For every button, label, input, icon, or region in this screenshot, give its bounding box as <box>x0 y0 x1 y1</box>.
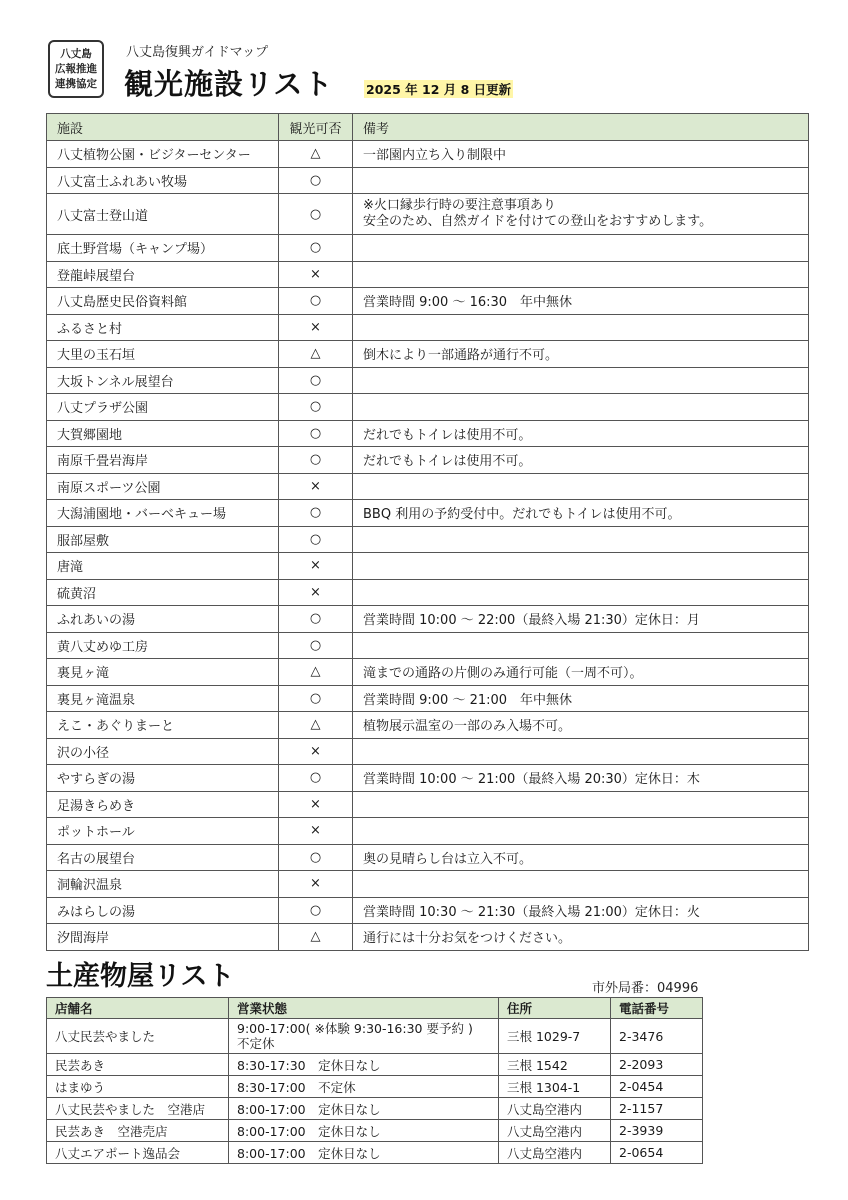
table-row <box>47 394 809 421</box>
facility-name: 沢の小径 <box>47 738 279 765</box>
table-row <box>47 818 809 845</box>
facility-status: △ <box>279 141 353 168</box>
table-row <box>47 288 809 315</box>
facility-status: × <box>279 818 353 845</box>
logo-line: 広報推進 <box>55 62 97 75</box>
facility-status: ○ <box>279 394 353 421</box>
page-title: 観光施設リスト <box>124 67 334 101</box>
facility-note <box>353 738 809 765</box>
facility-name: 足湯きらめき <box>47 791 279 818</box>
shop-address: 八丈島空港内 <box>499 1142 611 1164</box>
column-header-shop: 店舗名 <box>47 998 229 1019</box>
shop-name: 八丈エアポート逸品会 <box>47 1142 229 1164</box>
facility-note <box>353 367 809 394</box>
facility-status: ○ <box>279 632 353 659</box>
facility-note <box>353 473 809 500</box>
facility-status: ○ <box>279 500 353 527</box>
table-row <box>47 235 809 262</box>
facility-status: △ <box>279 341 353 368</box>
shop-phone: 2-3939 <box>611 1120 703 1142</box>
facility-name: 大坂トンネル展望台 <box>47 367 279 394</box>
table-row <box>47 194 809 235</box>
shop-section-title: 土産物屋リスト <box>46 961 235 992</box>
column-header-hours: 営業状態 <box>229 998 499 1019</box>
shop-hours <box>229 1019 499 1054</box>
area-code: 市外局番：04996 <box>592 981 699 996</box>
facility-table <box>46 113 809 951</box>
facility-name: 八丈富士登山道 <box>47 194 279 235</box>
page-subtitle: 八丈島復興ガイドマップ <box>126 45 269 60</box>
facility-status: × <box>279 579 353 606</box>
table-row <box>47 1019 703 1054</box>
shop-address: 三根 1542 <box>499 1054 611 1076</box>
table-row <box>47 1098 703 1120</box>
facility-note <box>353 579 809 606</box>
shop-name: 八丈民芸やました 空港店 <box>47 1098 229 1120</box>
table-row <box>47 341 809 368</box>
facility-status: ○ <box>279 897 353 924</box>
facility-status: × <box>279 314 353 341</box>
note-line: ※火口縁歩行時の要注意事項あり <box>363 198 556 213</box>
facility-note: だれでもトイレは使用不可。 <box>353 447 809 474</box>
facility-name: やすらぎの湯 <box>47 765 279 792</box>
facility-name: 唐滝 <box>47 553 279 580</box>
facility-status: × <box>279 553 353 580</box>
table-row <box>47 685 809 712</box>
facility-name: 裏見ヶ滝 <box>47 659 279 686</box>
facility-note <box>353 167 809 194</box>
facility-status: × <box>279 791 353 818</box>
facility-note: 営業時間 10:00 ～ 21:00（最終入場 20:30）定休日：木 <box>353 765 809 792</box>
shop-name: 民芸あき 空港売店 <box>47 1120 229 1142</box>
shop-phone: 2-2093 <box>611 1054 703 1076</box>
facility-name: 大潟浦園地・バーベキュー場 <box>47 500 279 527</box>
facility-status: ○ <box>279 844 353 871</box>
shop-address: 三根 1029-7 <box>499 1019 611 1054</box>
shop-address: 三根 1304-1 <box>499 1076 611 1098</box>
table-row <box>47 765 809 792</box>
hours-line: 9:00-17:00( ※体験 9:30-16:30 要予約 ) <box>237 1021 473 1036</box>
facility-name: 洞輪沢温泉 <box>47 871 279 898</box>
note-line: 安全のため、自然ガイドを付けての登山をおすすめします。 <box>363 214 713 229</box>
shop-address: 八丈島空港内 <box>499 1120 611 1142</box>
facility-status: ○ <box>279 447 353 474</box>
facility-status: ○ <box>279 765 353 792</box>
facility-status: △ <box>279 712 353 739</box>
shop-name: はまゆう <box>47 1076 229 1098</box>
facility-name: 底土野営場（キャンプ場） <box>47 235 279 262</box>
facility-note <box>353 194 809 235</box>
facility-name: ふるさと村 <box>47 314 279 341</box>
table-row <box>47 712 809 739</box>
table-row <box>47 791 809 818</box>
table-row <box>47 606 809 633</box>
facility-name: みはらしの湯 <box>47 897 279 924</box>
table-row <box>47 141 809 168</box>
facility-name: 南原千畳岩海岸 <box>47 447 279 474</box>
shop-phone: 2-0654 <box>611 1142 703 1164</box>
table-row <box>47 1120 703 1142</box>
facility-name: 服部屋敷 <box>47 526 279 553</box>
facility-name: 八丈島歴史民俗資料館 <box>47 288 279 315</box>
facility-status: × <box>279 871 353 898</box>
table-row <box>47 553 809 580</box>
shop-hours: 8:00-17:00 定休日なし <box>229 1142 499 1164</box>
facility-status: ○ <box>279 167 353 194</box>
facility-note: だれでもトイレは使用不可。 <box>353 420 809 447</box>
logo-line: 八丈島 <box>60 47 92 60</box>
shop-name: 民芸あき <box>47 1054 229 1076</box>
shop-name: 八丈民芸やました <box>47 1019 229 1054</box>
facility-note: 営業時間 9:00 ～ 16:30 年中無休 <box>353 288 809 315</box>
column-header-address: 住所 <box>499 998 611 1019</box>
facility-name: えこ・あぐりまーと <box>47 712 279 739</box>
shop-phone: 2-3476 <box>611 1019 703 1054</box>
facility-note <box>353 871 809 898</box>
facility-status: × <box>279 738 353 765</box>
facility-status: ○ <box>279 194 353 235</box>
facility-note: BBQ 利用の予約受付中。だれでもトイレは使用不可。 <box>353 500 809 527</box>
updated-date: 2025 年 12 月 8 日更新 <box>366 82 512 97</box>
facility-note: 滝までの通路の片側のみ通行可能（一周不可）。 <box>353 659 809 686</box>
table-header-row <box>47 114 809 141</box>
facility-name: 八丈プラザ公園 <box>47 394 279 421</box>
facility-name: 八丈植物公園・ビジターセンター <box>47 141 279 168</box>
facility-status: ○ <box>279 235 353 262</box>
facility-status: ○ <box>279 526 353 553</box>
table-row <box>47 659 809 686</box>
logo-line: 連携協定 <box>55 77 97 90</box>
facility-note <box>353 394 809 421</box>
facility-note: 営業時間 10:00 ～ 22:00（最終入場 21:30）定休日：月 <box>353 606 809 633</box>
table-row <box>47 1076 703 1098</box>
hours-line: 不定休 <box>237 1036 275 1051</box>
facility-note: 奥の見晴らし台は立入不可。 <box>353 844 809 871</box>
facility-status: × <box>279 261 353 288</box>
table-row <box>47 579 809 606</box>
facility-name: ポットホール <box>47 818 279 845</box>
facility-status: ○ <box>279 606 353 633</box>
facility-note <box>353 261 809 288</box>
facility-name: 八丈富士ふれあい牧場 <box>47 167 279 194</box>
logo-badge <box>48 40 104 98</box>
facility-table-body <box>47 141 809 951</box>
shop-address: 八丈島空港内 <box>499 1098 611 1120</box>
table-row <box>47 367 809 394</box>
table-row <box>47 632 809 659</box>
facility-status: △ <box>279 924 353 951</box>
facility-note <box>353 235 809 262</box>
table-row <box>47 167 809 194</box>
table-row <box>47 844 809 871</box>
facility-note: 通行には十分お気をつけください。 <box>353 924 809 951</box>
table-row <box>47 1054 703 1076</box>
facility-note: 営業時間 9:00 ～ 21:00 年中無休 <box>353 685 809 712</box>
facility-note <box>353 553 809 580</box>
table-row <box>47 1142 703 1164</box>
column-header-note: 備考 <box>353 114 809 141</box>
table-row <box>47 473 809 500</box>
facility-status: ○ <box>279 288 353 315</box>
shop-phone: 2-0454 <box>611 1076 703 1098</box>
table-row <box>47 420 809 447</box>
facility-status: ○ <box>279 685 353 712</box>
facility-note <box>353 526 809 553</box>
table-row <box>47 738 809 765</box>
facility-name: 汐間海岸 <box>47 924 279 951</box>
table-row <box>47 314 809 341</box>
table-row <box>47 261 809 288</box>
facility-name: 名古の展望台 <box>47 844 279 871</box>
table-header-row <box>47 998 703 1019</box>
column-header-phone: 電話番号 <box>611 998 703 1019</box>
facility-note: 一部園内立ち入り制限中 <box>353 141 809 168</box>
facility-name: 黄八丈めゆ工房 <box>47 632 279 659</box>
facility-status: ○ <box>279 420 353 447</box>
column-header-facility: 施設 <box>47 114 279 141</box>
shop-table-body <box>47 1019 703 1164</box>
shop-hours: 8:00-17:00 定休日なし <box>229 1120 499 1142</box>
facility-note: 倒木により一部通路が通行不可。 <box>353 341 809 368</box>
shop-hours: 8:30-17:00 不定休 <box>229 1076 499 1098</box>
table-row <box>47 924 809 951</box>
shop-table <box>46 997 703 1164</box>
facility-note <box>353 632 809 659</box>
facility-note: 営業時間 10:30 ～ 21:30（最終入場 21:00）定休日：火 <box>353 897 809 924</box>
facility-name: ふれあいの湯 <box>47 606 279 633</box>
table-row <box>47 526 809 553</box>
facility-name: 南原スポーツ公園 <box>47 473 279 500</box>
facility-name: 硫黄沼 <box>47 579 279 606</box>
shop-hours: 8:30-17:30 定休日なし <box>229 1054 499 1076</box>
facility-name: 大賀郷園地 <box>47 420 279 447</box>
table-row <box>47 500 809 527</box>
facility-status: × <box>279 473 353 500</box>
shop-hours: 8:00-17:00 定休日なし <box>229 1098 499 1120</box>
shop-phone: 2-1157 <box>611 1098 703 1120</box>
facility-name: 大里の玉石垣 <box>47 341 279 368</box>
facility-status: ○ <box>279 367 353 394</box>
facility-name: 登龍峠展望台 <box>47 261 279 288</box>
facility-name: 裏見ヶ滝温泉 <box>47 685 279 712</box>
table-row <box>47 897 809 924</box>
table-row <box>47 447 809 474</box>
facility-note <box>353 314 809 341</box>
column-header-status: 観光可否 <box>279 114 353 141</box>
facility-note <box>353 818 809 845</box>
facility-note: 植物展示温室の一部のみ入場不可。 <box>353 712 809 739</box>
facility-note <box>353 791 809 818</box>
table-row <box>47 871 809 898</box>
facility-status: △ <box>279 659 353 686</box>
